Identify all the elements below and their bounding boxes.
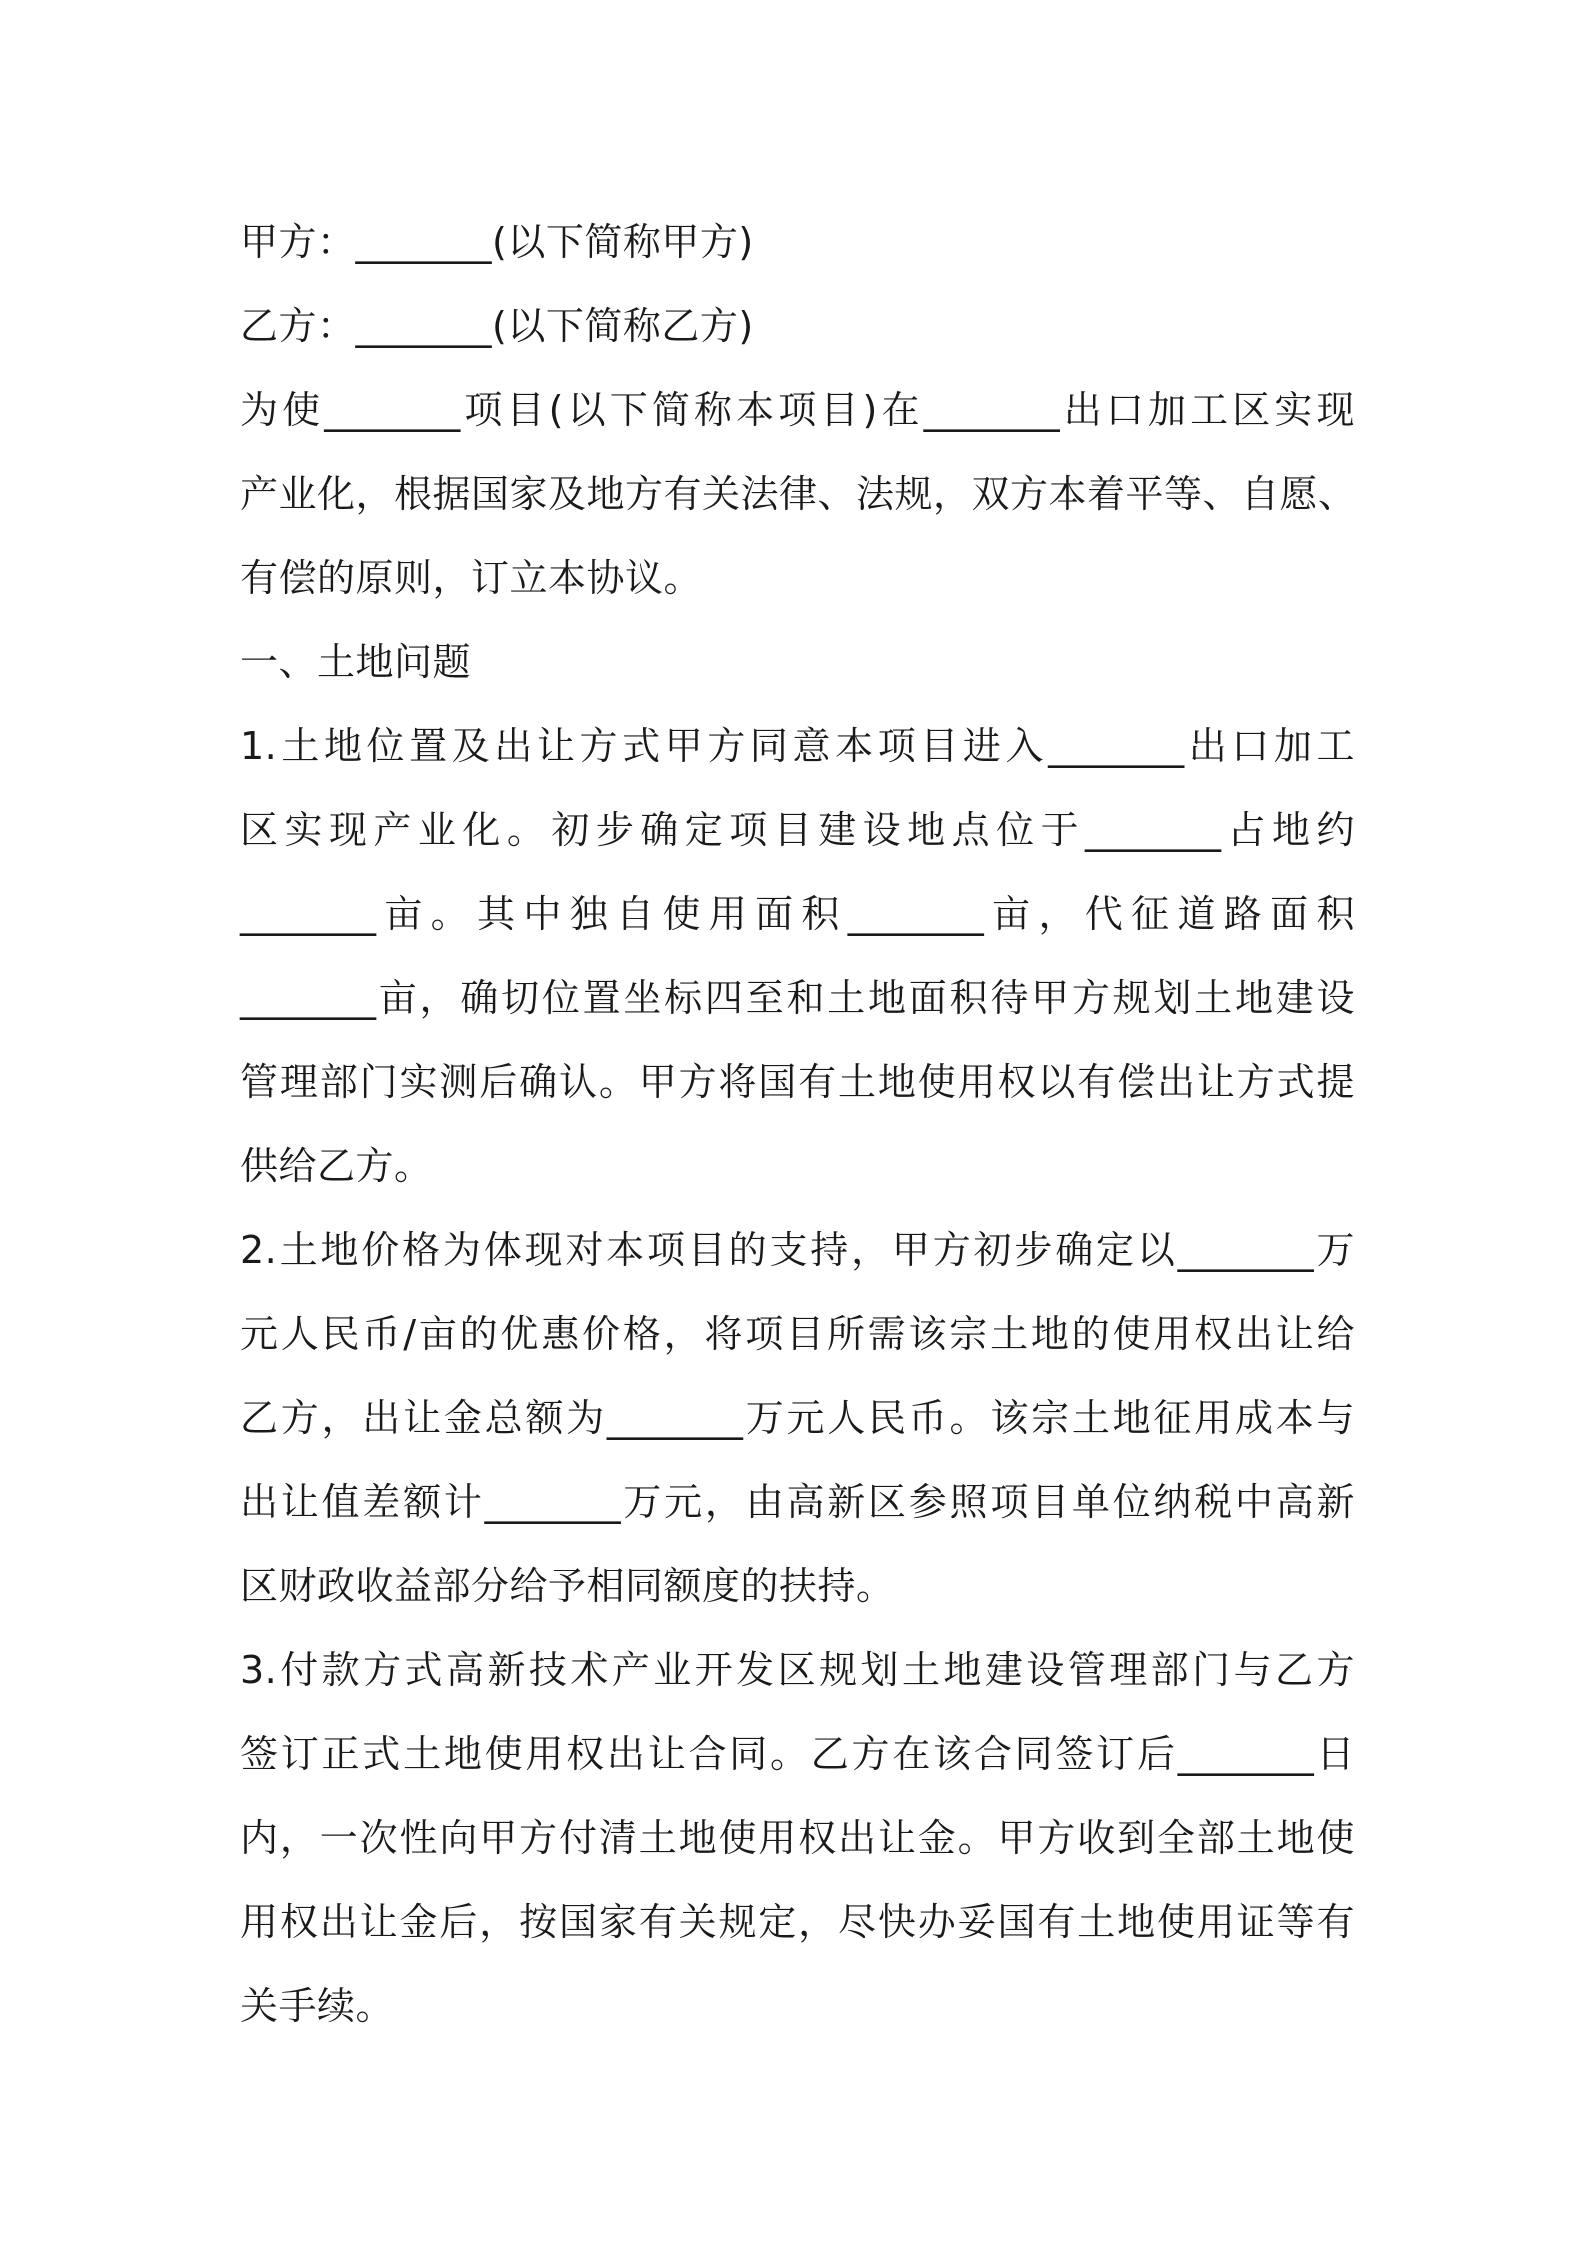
clause-1-line-1: 1.土地位置及出让方式甲方同意本项目进入_______出口加工 xyxy=(240,724,1355,768)
clause-1-line-3: _______亩。其中独自使用面积_______亩，代征道路面积 xyxy=(240,892,1355,936)
document-body xyxy=(240,200,1355,2048)
clause-3-line-1: 3.付款方式高新技术产业开发区规划土地建设管理部门与乙方 xyxy=(240,1648,1355,1692)
section-heading-land: 一、土地问题 xyxy=(240,640,472,684)
clause-1-line-4: _______亩，确切位置坐标四至和土地面积待甲方规划土地建设 xyxy=(240,976,1355,1020)
preamble-line-2: 产业化，根据国家及地方有关法律、法规，双方本着平等、自愿、 xyxy=(240,472,1357,516)
clause-2-line-4: 出让值差额计_______万元，由高新区参照项目单位纳税中高新 xyxy=(240,1480,1355,1524)
clause-1-line-2: 区实现产业化。初步确定项目建设地点位于_______占地约 xyxy=(240,808,1355,852)
clause-3-line-5: 关手续。 xyxy=(240,1984,395,2028)
clause-2-line-5: 区财政收益部分给予相同额度的扶持。 xyxy=(240,1564,895,1608)
clause-3-line-3: 内，一次性向甲方付清土地使用权出让金。甲方收到全部土地使 xyxy=(240,1816,1355,1860)
party-b-line: 乙方：_______(以下简称乙方) xyxy=(240,304,754,348)
clause-2-line-3: 乙方，出让金总额为_______万元人民币。该宗土地征用成本与 xyxy=(240,1396,1355,1440)
clause-2-line-1: 2.土地价格为体现对本项目的支持，甲方初步确定以_______万 xyxy=(240,1228,1355,1272)
clause-3-line-4: 用权出让金后，按国家有关规定，尽快办妥国有土地使用证等有 xyxy=(240,1900,1355,1944)
clause-3-line-2: 签订正式土地使用权出让合同。乙方在该合同签订后_______日 xyxy=(240,1732,1355,1776)
clause-1-line-6: 供给乙方。 xyxy=(240,1144,433,1188)
clause-1-line-5: 管理部门实测后确认。甲方将国有土地使用权以有偿出让方式提 xyxy=(240,1060,1355,1104)
preamble-line-1: 为使_______项目(以下简称本项目)在_______出口加工区实现 xyxy=(240,388,1355,432)
party-a-line: 甲方：_______(以下简称甲方) xyxy=(240,220,754,264)
preamble-line-3: 有偿的原则，订立本协议。 xyxy=(240,556,703,600)
clause-2-line-2: 元人民币/亩的优惠价格，将项目所需该宗土地的使用权出让给 xyxy=(240,1312,1355,1356)
